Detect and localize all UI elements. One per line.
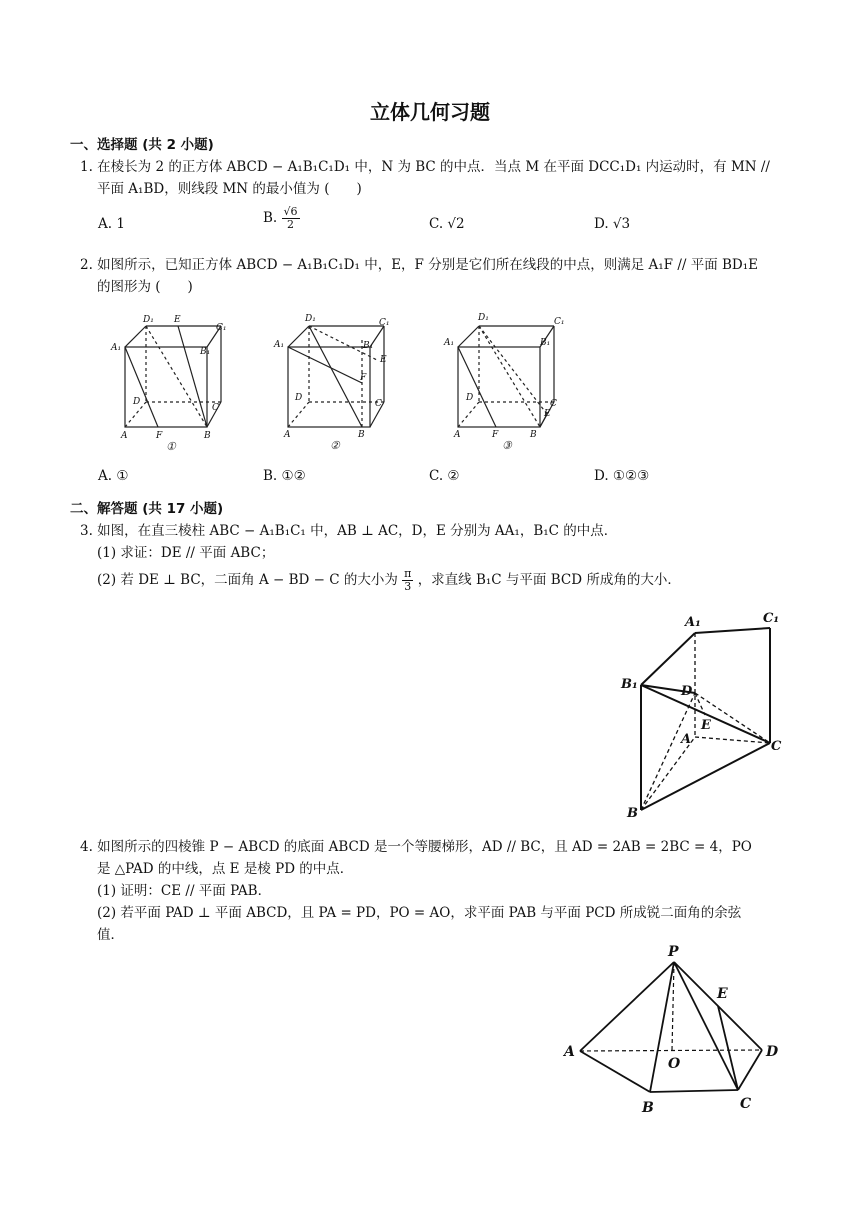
question-4-line-2: 是 △PAD 的中线，点 E 是棱 PD 的中点． xyxy=(97,861,354,877)
question-3-line-3 xyxy=(80,568,800,593)
fig3-label-d1: D₁ xyxy=(478,313,489,323)
q4-label-p: P xyxy=(668,944,679,960)
fig2-label-e: E xyxy=(380,355,387,365)
fig1-label-b: B xyxy=(204,431,211,441)
q1-option-b xyxy=(263,206,300,231)
q3-label-b: B xyxy=(627,806,638,820)
fig3-label-a: A xyxy=(454,430,461,440)
question-3-line-2: (1) 求证：DE // 平面 ABC； xyxy=(97,545,275,561)
q3-prism-figure xyxy=(615,605,790,820)
fig3-caption: ③ xyxy=(502,439,512,452)
q4-label-e: E xyxy=(717,986,728,1002)
q1-option-a: A. 1 xyxy=(98,216,125,232)
fig1-label-e: E xyxy=(174,315,181,325)
fig2-label-b: B xyxy=(358,430,365,440)
fig3-label-d: D xyxy=(466,393,474,403)
fig2-label-c: C xyxy=(375,399,382,409)
question-3-line-1: 3. 如图，在直三棱柱 ABC − A₁B₁C₁ 中，AB ⊥ AC，D，E 分别为 AA₁，B₁C 的中点． xyxy=(80,523,618,539)
question-3-fraction-den: 3 xyxy=(404,580,412,593)
q3-label-b1: B₁ xyxy=(621,677,638,692)
fig1-label-c1: C₁ xyxy=(216,323,227,333)
fig2-label-d: D xyxy=(295,393,303,403)
q1-option-b-denominator: 2 xyxy=(287,218,295,231)
fig1-label-b1: B₁ xyxy=(200,347,211,357)
fig1-label-a: A xyxy=(121,431,128,441)
question-2-line-1: 2. 如图所示，已知正方体 ABCD − A₁B₁C₁D₁ 中，E，F 分别是它们所在线段的中点，则满足 A₁F // 平面 BD₁E xyxy=(80,257,759,273)
q2-option-d: D. ①②③ xyxy=(594,468,650,484)
fig2-label-c1: C₁ xyxy=(379,318,390,328)
fig2-label-b1: B₁ xyxy=(363,341,374,351)
question-3-fraction-num: π xyxy=(404,567,412,580)
q2-cube-figures xyxy=(108,310,588,458)
q1-option-b-numerator: √6 xyxy=(283,205,298,218)
question-3-line-3-a: (2) 若 DE ⊥ BC，二面角 A − BD − C 的大小为 xyxy=(97,572,398,588)
fig1-label-d: D xyxy=(133,397,141,407)
q4-label-c: C xyxy=(740,1096,752,1112)
section-heading-choice: 一、选择题 (共 2 小题) xyxy=(70,137,214,153)
q3-label-a: A xyxy=(681,732,692,747)
question-1 xyxy=(80,156,800,200)
question-2-line-2: 的图形为 ( ) xyxy=(97,279,193,295)
fig2-label-a: A xyxy=(284,430,291,440)
q4-label-o: O xyxy=(668,1056,681,1072)
cube-figure-1 xyxy=(125,326,221,427)
q4-label-d: D xyxy=(766,1044,779,1060)
fig3-label-c1: C₁ xyxy=(554,317,565,327)
question-1-line-2: 平面 A₁BD，则线段 MN 的最小值为 ( ) xyxy=(97,181,362,197)
question-4-line-5: 值． xyxy=(97,927,124,943)
q3-label-c1: C₁ xyxy=(763,611,780,626)
question-3 xyxy=(80,520,800,593)
section-heading-solve: 二、解答题 (共 17 小题) xyxy=(70,501,224,517)
fig3-label-f: F xyxy=(492,430,499,440)
fig1-label-c: C xyxy=(212,403,219,413)
q2-option-a: A. ① xyxy=(98,468,129,484)
fig3-label-b1: B₁ xyxy=(540,338,551,348)
fig3-label-a1: A₁ xyxy=(444,338,455,348)
fig2-label-a1: A₁ xyxy=(274,340,285,350)
q1-option-c: C. √2 xyxy=(429,216,465,232)
question-4 xyxy=(80,836,800,946)
q2-option-c: C. ② xyxy=(429,468,460,484)
q4-label-a: A xyxy=(564,1044,575,1060)
q2-option-b: B. ①② xyxy=(263,468,306,484)
q3-label-a1: A₁ xyxy=(685,615,701,630)
fig2-label-f: F xyxy=(360,373,367,383)
question-3-line-3-b: ，求直线 B₁C 与平面 BCD 所成角的大小． xyxy=(417,572,681,588)
q1-option-b-prefix: B. xyxy=(263,210,278,226)
question-4-line-1: 4. 如图所示的四棱锥 P − ABCD 的底面 ABCD 是一个等腰梯形，AD // BC，且 AD = 2AB = 2BC = 4，PO xyxy=(80,839,752,855)
q4-label-b: B xyxy=(642,1100,654,1116)
fig2-caption: ② xyxy=(330,439,340,452)
question-2 xyxy=(80,254,800,298)
fig3-label-e: E xyxy=(544,409,551,419)
question-1-line-1: 1. 在棱长为 2 的正方体 ABCD − A₁B₁C₁D₁ 中，N 为 BC 的中点．当点 M 在平面 DCC₁D₁ 内运动时，有 MN // xyxy=(80,159,770,175)
q1-option-d: D. √3 xyxy=(594,216,631,232)
question-4-line-3: (1) 证明：CE // 平面 PAB． xyxy=(97,883,272,899)
q3-label-d: D xyxy=(681,684,693,699)
q1-option-b-fraction xyxy=(282,206,300,231)
fig2-label-d1: D₁ xyxy=(305,314,316,324)
fig1-caption: ① xyxy=(166,440,176,453)
fig3-label-b: B xyxy=(530,430,537,440)
question-3-fraction xyxy=(402,568,413,593)
fig1-label-f: F xyxy=(156,431,163,441)
q3-label-e: E xyxy=(701,718,711,733)
fig1-label-d1: D₁ xyxy=(143,315,154,325)
q3-label-c: C xyxy=(771,739,782,754)
question-4-line-4: (2) 若平面 PAD ⊥ 平面 ABCD，且 PA = PD，PO = AO，求平面 PAB 与平面 PCD 所成锐二面角的余弦 xyxy=(97,905,742,921)
fig3-label-c: C xyxy=(550,399,557,409)
page-title: 立体几何习题 xyxy=(370,100,490,124)
q4-pyramid-figure xyxy=(560,940,790,1120)
fig1-label-a1: A₁ xyxy=(111,343,122,353)
